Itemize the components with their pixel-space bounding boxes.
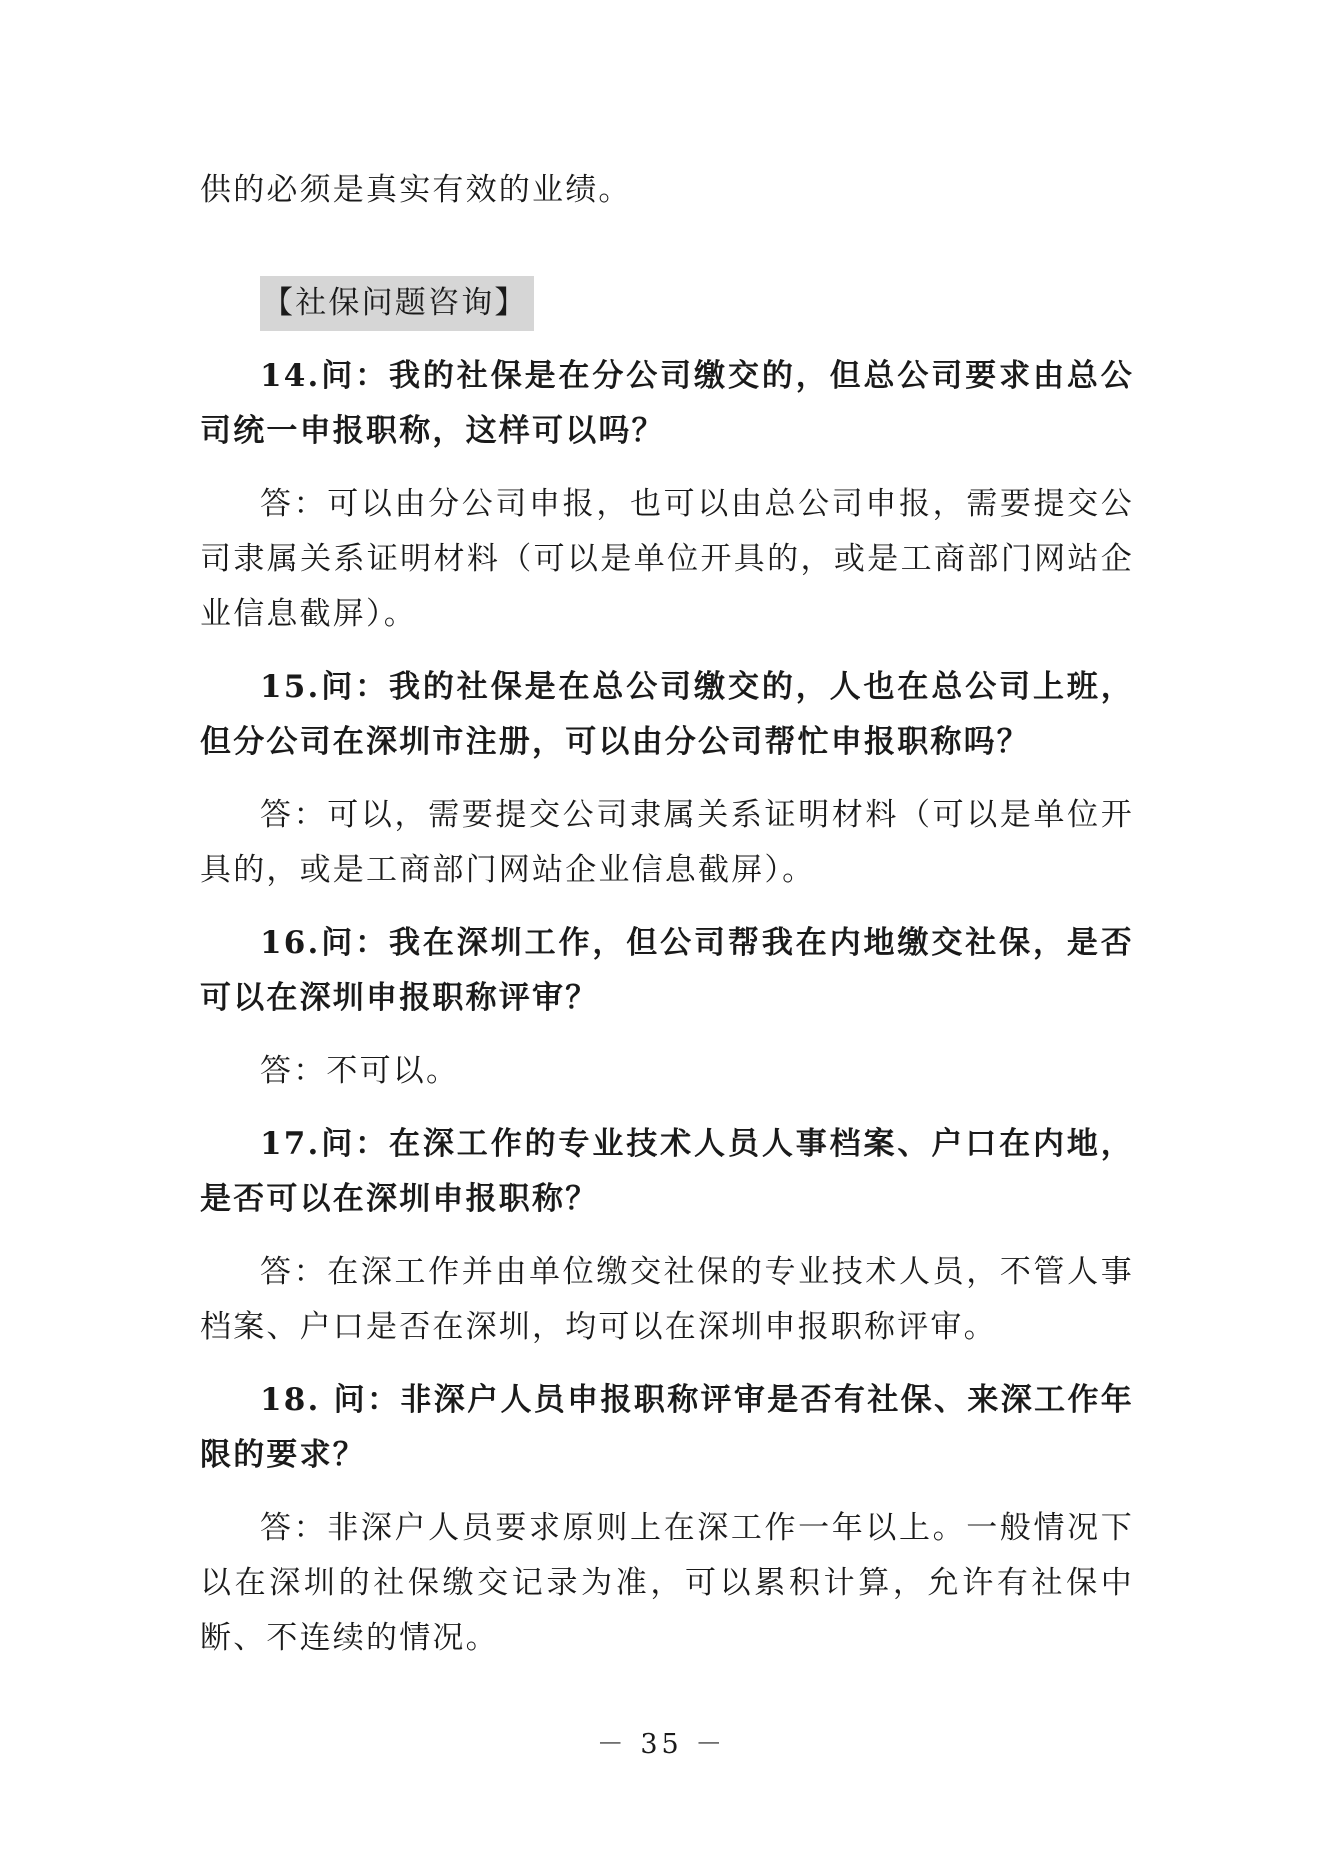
section-heading: 【社保问题咨询】 (260, 276, 534, 331)
page-number: － 35 － (596, 1729, 727, 1760)
answer-18: 答：非深户人员要求原则上在深工作一年以上。一般情况下以在深圳的社保缴交记录为准，可以累积计算，允许有社保中断、不连续的情况。 (200, 1510, 1134, 1656)
answer-16: 答：不可以。 (260, 1053, 460, 1089)
section-heading-row (200, 276, 1134, 331)
answer-17: 答：在深工作并由单位缴交社保的专业技术人员，不管人事档案、户口是否在深圳，均可以在深圳申报职称评审。 (200, 1254, 1134, 1345)
continuation-paragraph: 供的必须是真实有效的业绩。 (200, 172, 632, 208)
question-18: 18. 问：非深户人员申报职称评审是否有社保、来深工作年限的要求？ (200, 1382, 1134, 1473)
answer-15: 答：可以，需要提交公司隶属关系证明材料（可以是单位开具的，或是工商部门网站企业信息截屏）。 (200, 797, 1134, 888)
question-15: 15.问：我的社保是在总公司缴交的，人也在总公司上班，但分公司在深圳市注册，可以由分公司帮忙申报职称吗？ (200, 669, 1134, 760)
question-14: 14.问：我的社保是在分公司缴交的，但总公司要求由总公司统一申报职称，这样可以吗？ (200, 358, 1134, 449)
answer-14: 答：可以由分公司申报，也可以由总公司申报，需要提交公司隶属关系证明材料（可以是单位开具的，或是工商部门网站企业信息截屏）。 (200, 486, 1134, 632)
question-17: 17.问：在深工作的专业技术人员人事档案、户口在内地，是否可以在深圳申报职称？ (200, 1126, 1134, 1217)
question-16: 16.问：我在深圳工作，但公司帮我在内地缴交社保，是否可以在深圳申报职称评审？ (200, 925, 1134, 1016)
page-content (200, 163, 1134, 1666)
